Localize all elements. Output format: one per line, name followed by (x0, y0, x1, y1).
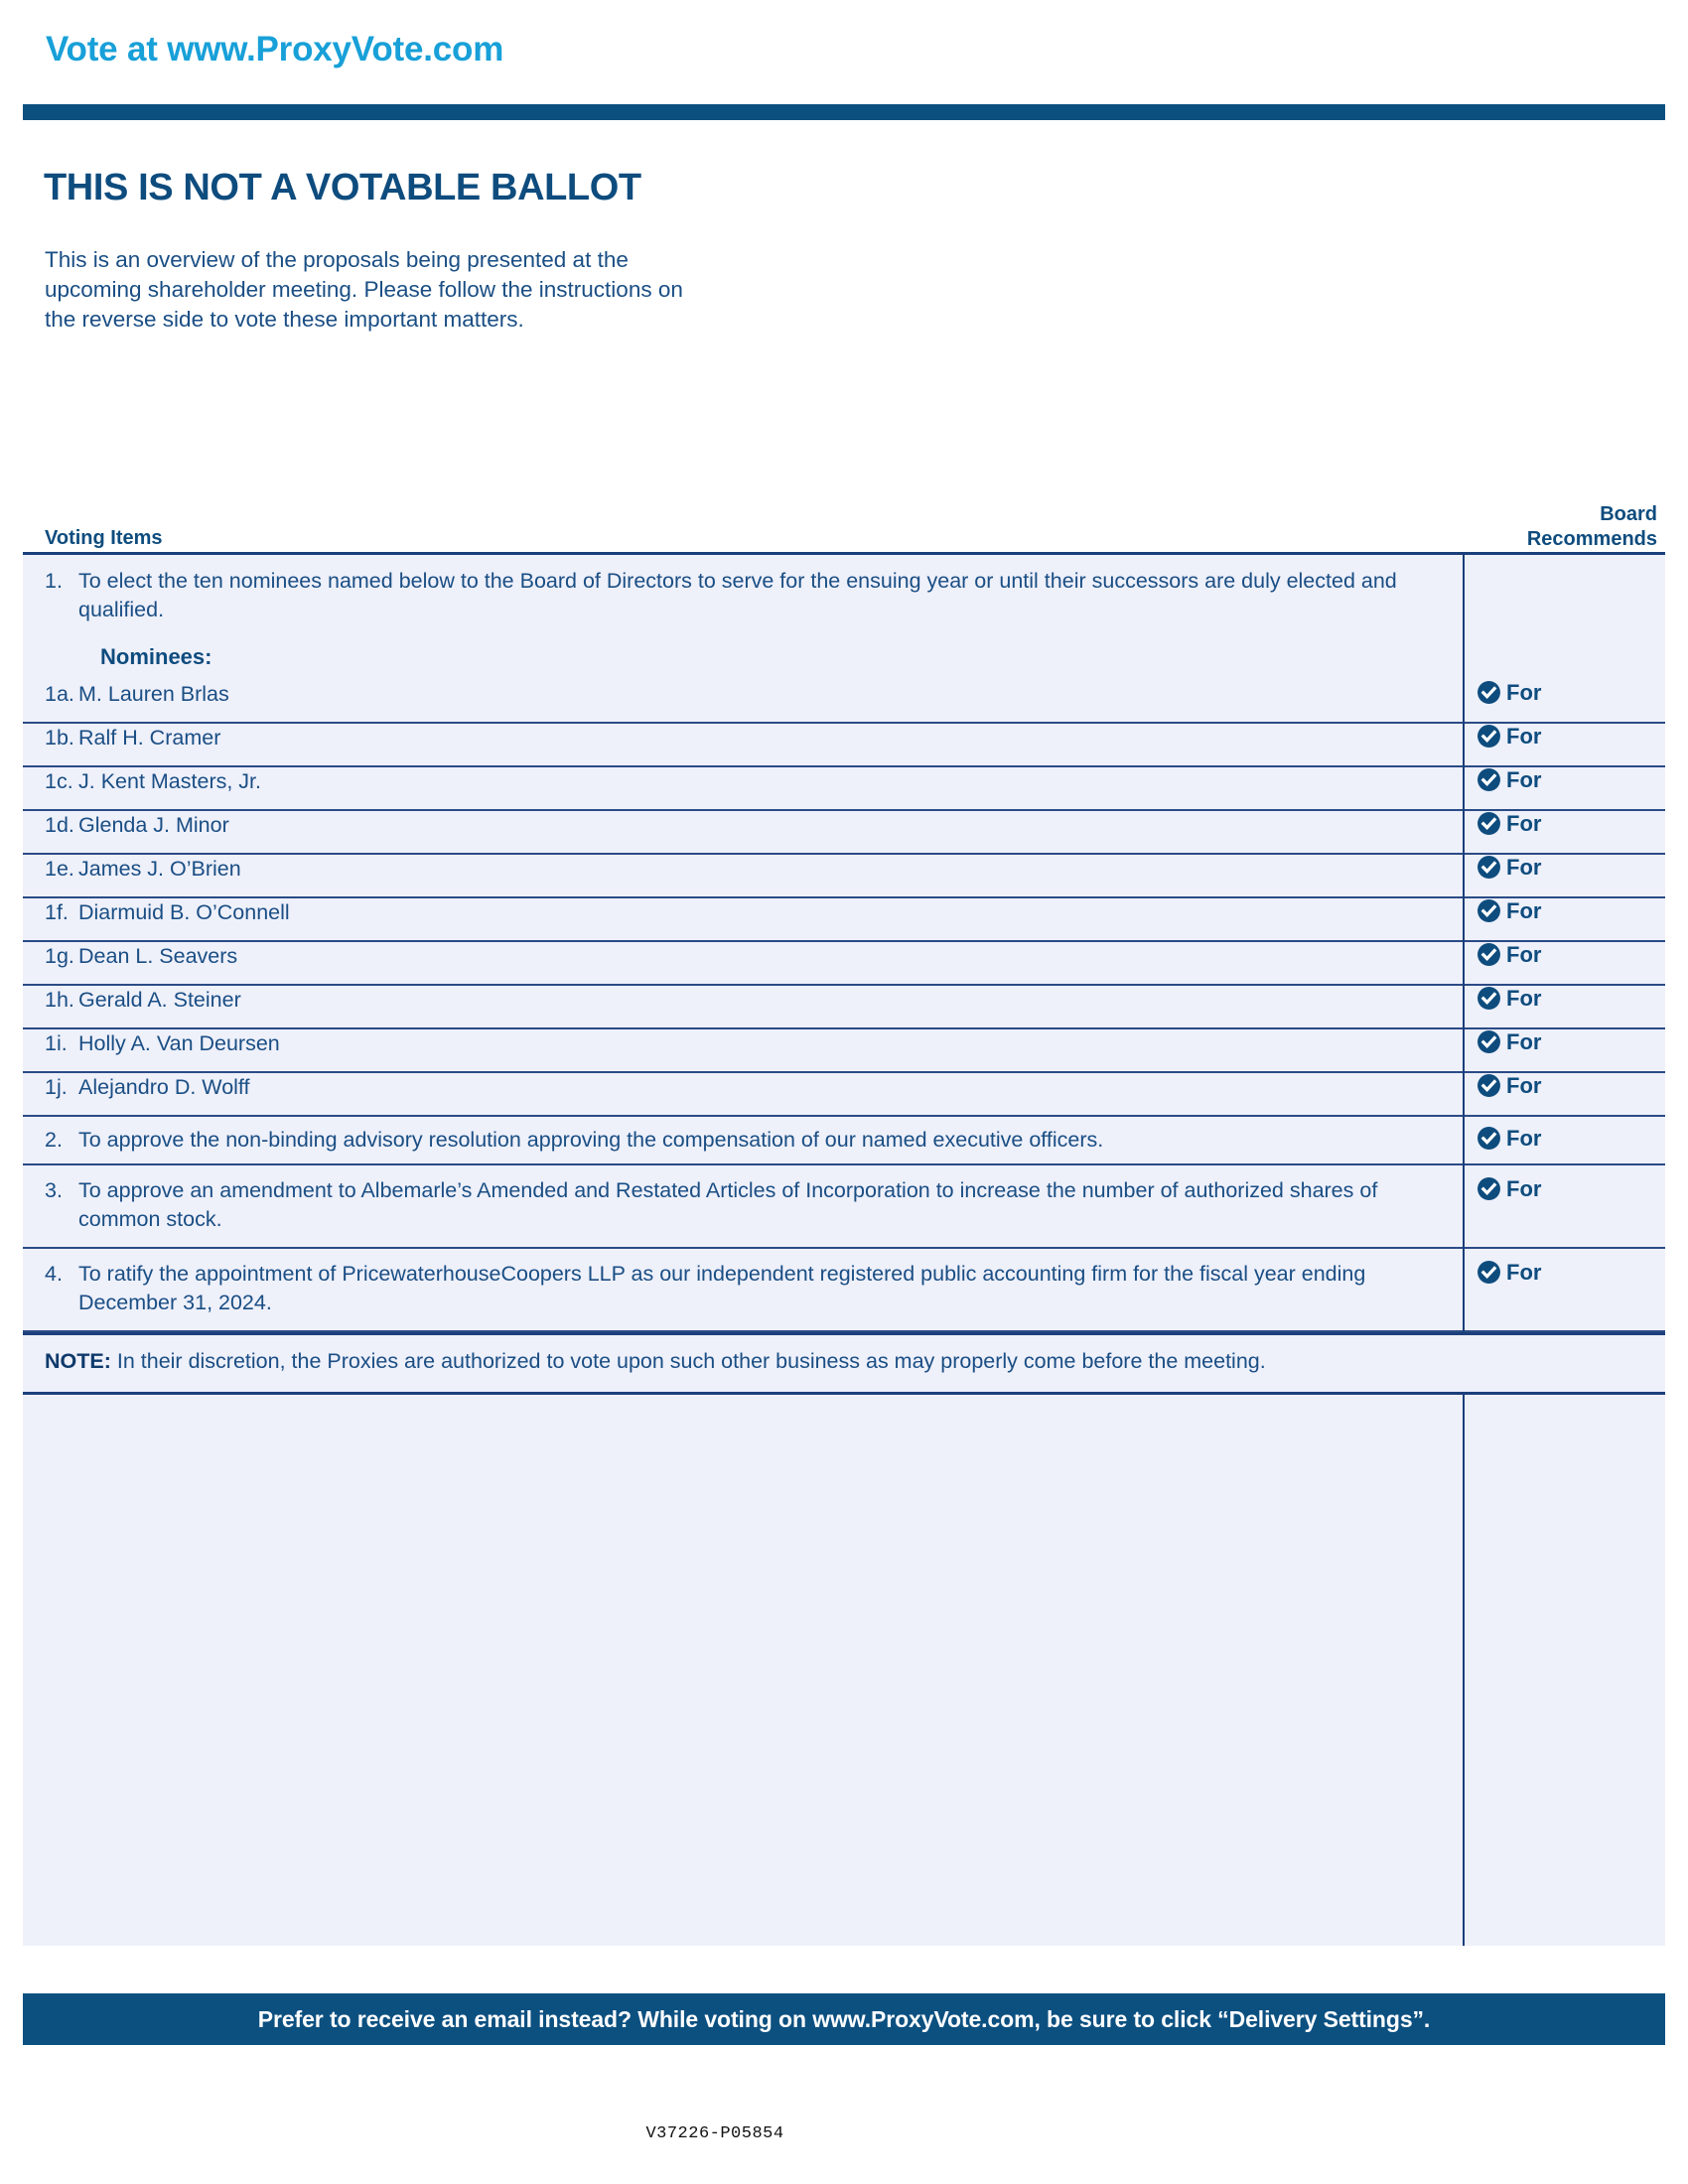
table-row (23, 724, 1665, 767)
check-circle-icon (1477, 811, 1501, 836)
row-number: 1g. (45, 944, 74, 968)
row-text: Alejandro D. Wolff (78, 1075, 250, 1099)
row-number: 1c. (45, 769, 73, 793)
row-recommendation (1463, 855, 1665, 880)
recommendation-label: For (1506, 941, 1542, 967)
control-number: V37226-P05854 (645, 2124, 784, 2143)
row-text: James J. O’Brien (78, 857, 241, 881)
check-circle-icon (1477, 986, 1501, 1011)
recommendation-label: For (1506, 766, 1542, 792)
row-recommendation (1463, 898, 1665, 923)
recommendation-label: For (1506, 810, 1542, 836)
row-recommendation (1463, 1176, 1665, 1201)
board-recommends-line-1: Board (1600, 503, 1657, 525)
row-text: To approve the non-binding advisory resolution approving the compensation of our named executive officers. (78, 1128, 1104, 1152)
intro-paragraph (45, 245, 938, 335)
table-row (23, 1073, 1665, 1117)
row-recommendation (1463, 767, 1665, 792)
table-row (23, 680, 1665, 724)
check-circle-icon (1477, 767, 1501, 792)
check-circle-icon (1477, 724, 1501, 749)
note-row (23, 1332, 1665, 1395)
note-text: In their discretion, the Proxies are authorized to vote upon such other business as may properly come before the meeting. (110, 1349, 1266, 1373)
recommendation-label: For (1506, 723, 1542, 749)
row-text: Ralf H. Cramer (78, 726, 221, 750)
row-recommendation (1463, 1073, 1665, 1098)
table-row (23, 942, 1665, 986)
footer-banner (23, 1993, 1665, 2045)
row-number: 1e. (45, 857, 74, 881)
row-text: To ratify the appointment of PricewaterhouseCoopers LLP as our independent registered public accounting firm for the fiscal year ending December 31, 2024. (78, 1262, 1366, 1314)
check-circle-icon (1477, 1073, 1501, 1098)
table-body (23, 552, 1665, 1946)
check-circle-icon (1477, 942, 1501, 967)
intro-line-2: upcoming shareholder meeting. Please follow the instructions on (45, 277, 683, 302)
recommendation-label: For (1506, 1072, 1542, 1098)
recommendation-label: For (1506, 897, 1542, 923)
proposal-row-list (23, 1117, 1665, 1332)
recommendation-label: For (1506, 854, 1542, 880)
check-circle-icon (1477, 680, 1501, 705)
row-recommendation (1463, 1029, 1665, 1054)
table-row (23, 855, 1665, 898)
row-text: To elect the ten nominees named below to the Board of Directors to serve for the ensuing year or until their successors are duly elected and qualified. (78, 569, 1397, 621)
check-circle-icon (1477, 1029, 1501, 1054)
row-number: 3. (45, 1178, 63, 1202)
row-recommendation (1463, 680, 1665, 705)
row-text: Diarmuid B. O’Connell (78, 900, 290, 924)
row-number: 1h. (45, 988, 74, 1012)
proxyvote-header-link[interactable]: Vote at www.ProxyVote.com (46, 30, 504, 68)
recommendation-label: For (1506, 1125, 1542, 1151)
recommendation-label: For (1506, 1028, 1542, 1054)
intro-line-3: the reverse side to vote these important matters. (45, 307, 524, 332)
check-circle-icon (1477, 898, 1501, 923)
row-number: 1a. (45, 682, 74, 706)
check-circle-icon (1477, 1260, 1501, 1285)
check-circle-icon (1477, 855, 1501, 880)
intro-line-1: This is an overview of the proposals being presented at the (45, 247, 629, 272)
recommendation-label: For (1506, 1175, 1542, 1201)
row-recommendation (1463, 811, 1665, 836)
column-header-voting-items: Voting Items (45, 527, 163, 549)
row-recommendation (1463, 1260, 1665, 1285)
table-row (23, 1249, 1665, 1332)
row-number: 1d. (45, 813, 74, 837)
row-recommendation (1463, 942, 1665, 967)
row-text: Holly A. Van Deursen (78, 1031, 280, 1055)
header-divider-bar (23, 104, 1665, 120)
row-text: M. Lauren Brlas (78, 682, 229, 706)
check-circle-icon (1477, 1126, 1501, 1151)
row-number: 2. (45, 1128, 63, 1152)
row-recommendation (1463, 724, 1665, 749)
check-circle-icon (1477, 1176, 1501, 1201)
row-number: 1j. (45, 1075, 68, 1099)
row-text: Dean L. Seavers (78, 944, 238, 968)
table-row (23, 1165, 1665, 1249)
column-header-board-recommends (1359, 502, 1657, 552)
row-recommendation (1463, 986, 1665, 1011)
recommendation-label: For (1506, 985, 1542, 1011)
row-number: 1f. (45, 900, 69, 924)
page-title: THIS IS NOT A VOTABLE BALLOT (44, 167, 641, 208)
table-row (23, 811, 1665, 855)
row-number: 1. (45, 569, 63, 593)
table-row (23, 767, 1665, 811)
row-text: To approve an amendment to Albemarle’s Amended and Restated Articles of Incorporation to increase the number of authorized shares of common stock. (78, 1178, 1378, 1231)
recommends-column-divider (1463, 555, 1465, 1946)
table-row (23, 1117, 1665, 1165)
blank-area (23, 1395, 1665, 1946)
row-text: Glenda J. Minor (78, 813, 229, 837)
nominees-label: Nominees: (100, 644, 212, 669)
row-text: Gerald A. Steiner (78, 988, 241, 1012)
row-recommendation (1463, 1126, 1665, 1151)
nominee-row-list (23, 680, 1665, 1117)
recommendation-label: For (1506, 679, 1542, 705)
table-row (23, 898, 1665, 942)
table-row (23, 986, 1665, 1029)
footer-message: Prefer to receive an email instead? While voting on www.ProxyVote.com, be sure to click “Delivery Settings”. (257, 2005, 1431, 2032)
table-row (23, 1029, 1665, 1073)
recommendation-label: For (1506, 1259, 1542, 1285)
voting-items-table (23, 494, 1665, 1946)
row-number: 1i. (45, 1031, 68, 1055)
row-number: 4. (45, 1262, 63, 1286)
table-header (23, 494, 1665, 552)
board-recommends-line-2: Recommends (1526, 528, 1657, 550)
note-label: NOTE: (45, 1349, 111, 1373)
table-row-proposal-1 (23, 555, 1665, 628)
row-text: J. Kent Masters, Jr. (78, 769, 261, 793)
row-number: 1b. (45, 726, 74, 750)
